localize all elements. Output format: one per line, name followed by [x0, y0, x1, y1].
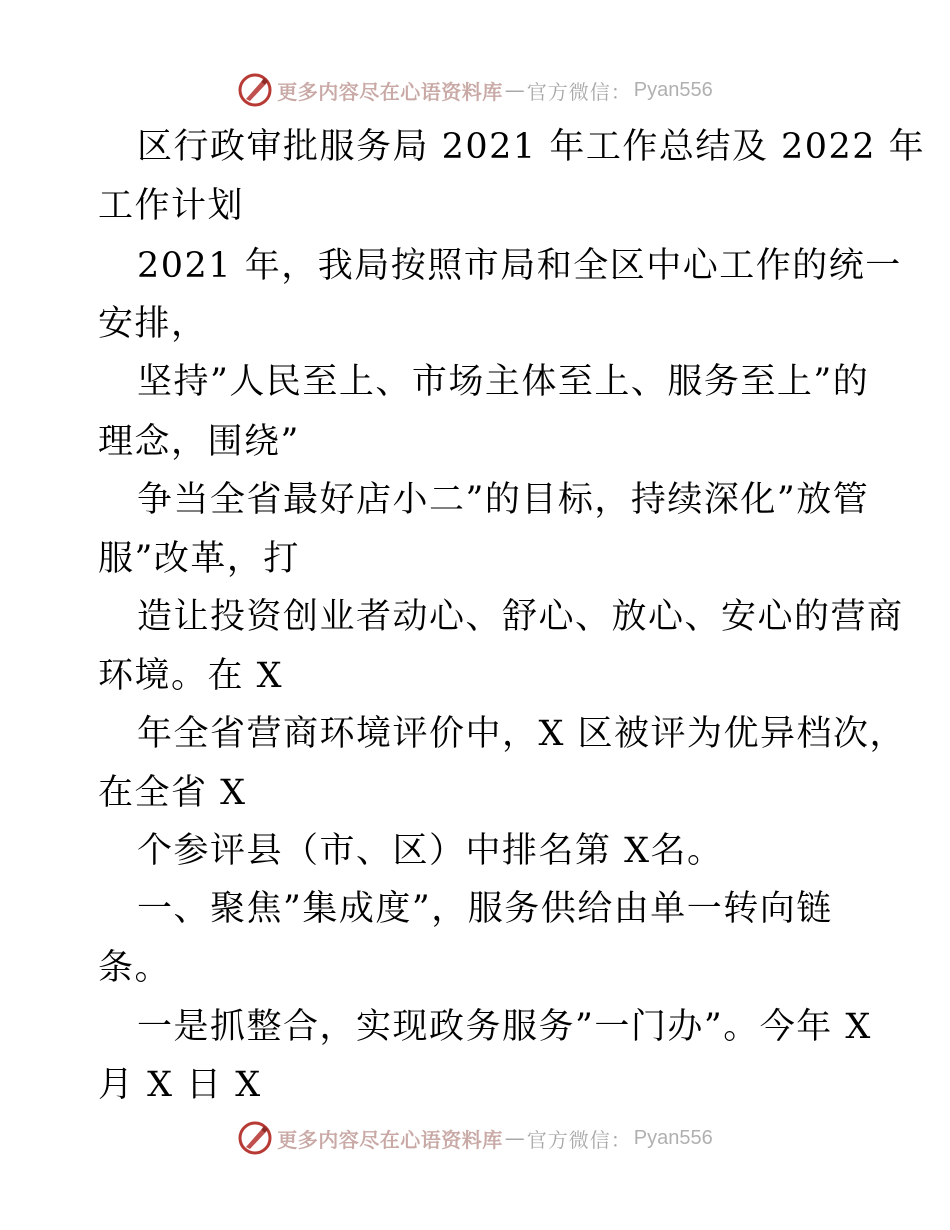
doc-line: 一是抓整合，实现政务服务”一门办”。今年 X: [137, 1007, 872, 1047]
watermark-wechat-label: 官方微信：: [526, 1127, 632, 1152]
watermark-separator: —: [504, 78, 525, 102]
watermark-wechat-id: Pyan556: [633, 78, 713, 101]
doc-line: 争当全省最好店小二”的目标，持续深化”放管: [137, 480, 870, 520]
doc-line: 年全省营商环境评价中，X 区被评为优异档次，: [137, 714, 907, 754]
doc-line: 在全省 X: [98, 773, 247, 813]
watermark-text: 更多内容尽在心语资料库: [277, 79, 503, 104]
watermark-wechat-id: Pyan556: [633, 1126, 713, 1149]
doc-line: 区行政审批服务局 2021 年工作总结及 2022 年: [137, 127, 926, 167]
watermark-footer: [0, 1118, 950, 1158]
doc-line: 月 X 日 X: [98, 1065, 262, 1105]
doc-line: 造让投资创业者动心、舒心、放心、安心的营商: [137, 597, 904, 637]
doc-line: 一、聚焦”集成度”，服务供给由单一转向链: [137, 889, 833, 929]
doc-line: 服”改革，打: [98, 539, 300, 579]
pen-logo-icon: [237, 1120, 273, 1156]
doc-line: 条。: [98, 948, 172, 988]
doc-line: 2021 年，我局按照市局和全区中心工作的统一: [137, 246, 902, 286]
doc-line: 坚持”人民至上、市场主体至上、服务至上”的: [137, 362, 870, 402]
doc-line: 工作计划: [98, 186, 245, 226]
watermark-wechat-label: 官方微信：: [526, 79, 632, 104]
watermark-text: 更多内容尽在心语资料库: [277, 1127, 503, 1152]
doc-line: 安排，: [98, 304, 208, 344]
pen-logo-icon: [237, 72, 273, 108]
doc-line: 理念，围绕”: [98, 422, 300, 462]
doc-line: 个参评县（市、区）中排名第 X名。: [137, 831, 724, 871]
watermark-header: [0, 70, 950, 110]
doc-line: 环境。在 X: [98, 656, 284, 696]
watermark-separator: —: [504, 1126, 525, 1150]
